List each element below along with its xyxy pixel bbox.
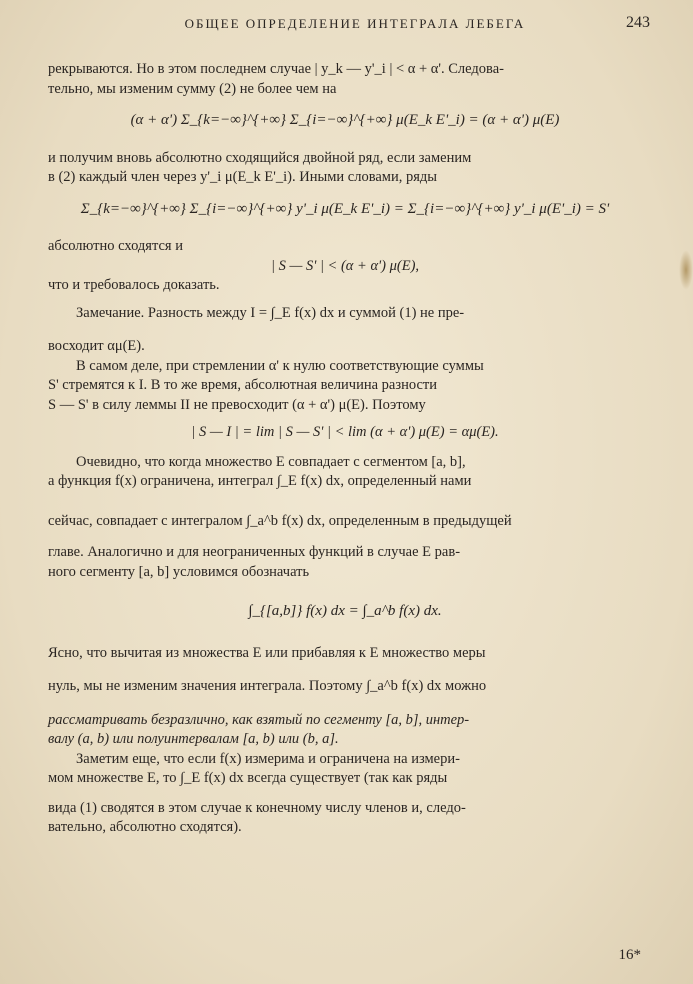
- text-line: главе. Аналогично и для неограниченных функций в случае E рав-: [48, 544, 461, 560]
- display-formula: | S — I | = lim | S — S' | < lim (α + α') μ(E) = αμ(E).: [191, 424, 499, 440]
- header-title: ОБЩЕЕ ОПРЕДЕЛЕНИЕ ИНТЕГРАЛА ЛЕБЕГА: [184, 16, 526, 31]
- text-line: что и требовалось доказать.: [48, 277, 220, 293]
- text-line: мом множестве E, то ∫_E f(x) dx всегда существует (так как ряды: [48, 770, 448, 786]
- text-line: ного сегменту [a, b] условимся обозначать: [48, 563, 310, 580]
- text-line: Ясно, что вычитая из множества E или прибавляя к E множество меры: [48, 644, 486, 661]
- text-line: Заметим еще, что если f(x) измерима и ограничена на измери-: [76, 750, 460, 767]
- text-line: рекрываются. Но в этом последнем случае | y_k — y'_i | < α + α'. Следова-: [48, 61, 504, 77]
- text-line: Очевидно, что когда множество E совпадает с сегментом [a, b],: [76, 453, 466, 470]
- text-line: сейчас, совпадает с интегралом ∫_a^b f(x) dx, определенным в предыдущей: [48, 512, 512, 529]
- text-line: вательно, абсолютно сходятся).: [48, 819, 242, 835]
- page-stain: [679, 250, 693, 290]
- remark-line: Замечание. Разность между I = ∫_E f(x) dx и суммой (1) не пре-: [76, 304, 465, 321]
- text-line: а функция f(x) ограничена, интеграл ∫_E f(x) dx, определенный нами: [48, 473, 472, 489]
- text-line: вида (1) сводятся в этом случае к конечному числу членов и, следо-: [48, 799, 466, 816]
- display-formula: (α + α') Σ_{k=−∞}^{+∞} Σ_{i=−∞}^{+∞} μ(E_k E'_i) = (α + α') μ(E): [130, 112, 560, 128]
- display-formula: Σ_{k=−∞}^{+∞} Σ_{i=−∞}^{+∞} y'_i μ(E_k E'_i) = Σ_{i=−∞}^{+∞} y'_i μ(E'_i) = S': [80, 200, 610, 217]
- text-line: рассматривать безразлично, как взятый по сегменту [a, b], интер-: [48, 711, 470, 728]
- display-formula: | S — S' | < (α + α') μ(E),: [270, 257, 420, 274]
- display-formula: ∫_{[a,b]} f(x) dx = ∫_a^b f(x) dx.: [248, 603, 442, 619]
- signature-mark: 16*: [618, 947, 641, 963]
- text-line: в (2) каждый член через y'_i μ(E_k E'_i). Иными словами, ряды: [48, 169, 438, 185]
- text-line: валу (a, b) или полуинтервалам [a, b) или (b, a].: [48, 731, 339, 747]
- page-body: [48, 60, 642, 838]
- text-line: абсолютно сходятся и: [48, 238, 183, 254]
- text-line: S' стремятся к I. В то же время, абсолютная величина разности: [48, 377, 438, 393]
- text-line: нуль, мы не изменим значения интеграла. Поэтому ∫_a^b f(x) dx можно: [48, 678, 487, 694]
- running-header: [60, 16, 650, 32]
- text-line: и получим вновь абсолютно сходящийся двойной ряд, если заменим: [48, 149, 472, 166]
- text-line: восходит αμ(E).: [48, 338, 145, 354]
- text-line: тельно, мы изменим сумму (2) не более чем на: [48, 80, 337, 97]
- text-line: S — S' в силу леммы II не превосходит (α + α') μ(E). Поэтому: [48, 396, 426, 413]
- text-line: В самом деле, при стремлении α' к нулю соответствующие суммы: [76, 357, 484, 374]
- page-number: 243: [626, 14, 650, 31]
